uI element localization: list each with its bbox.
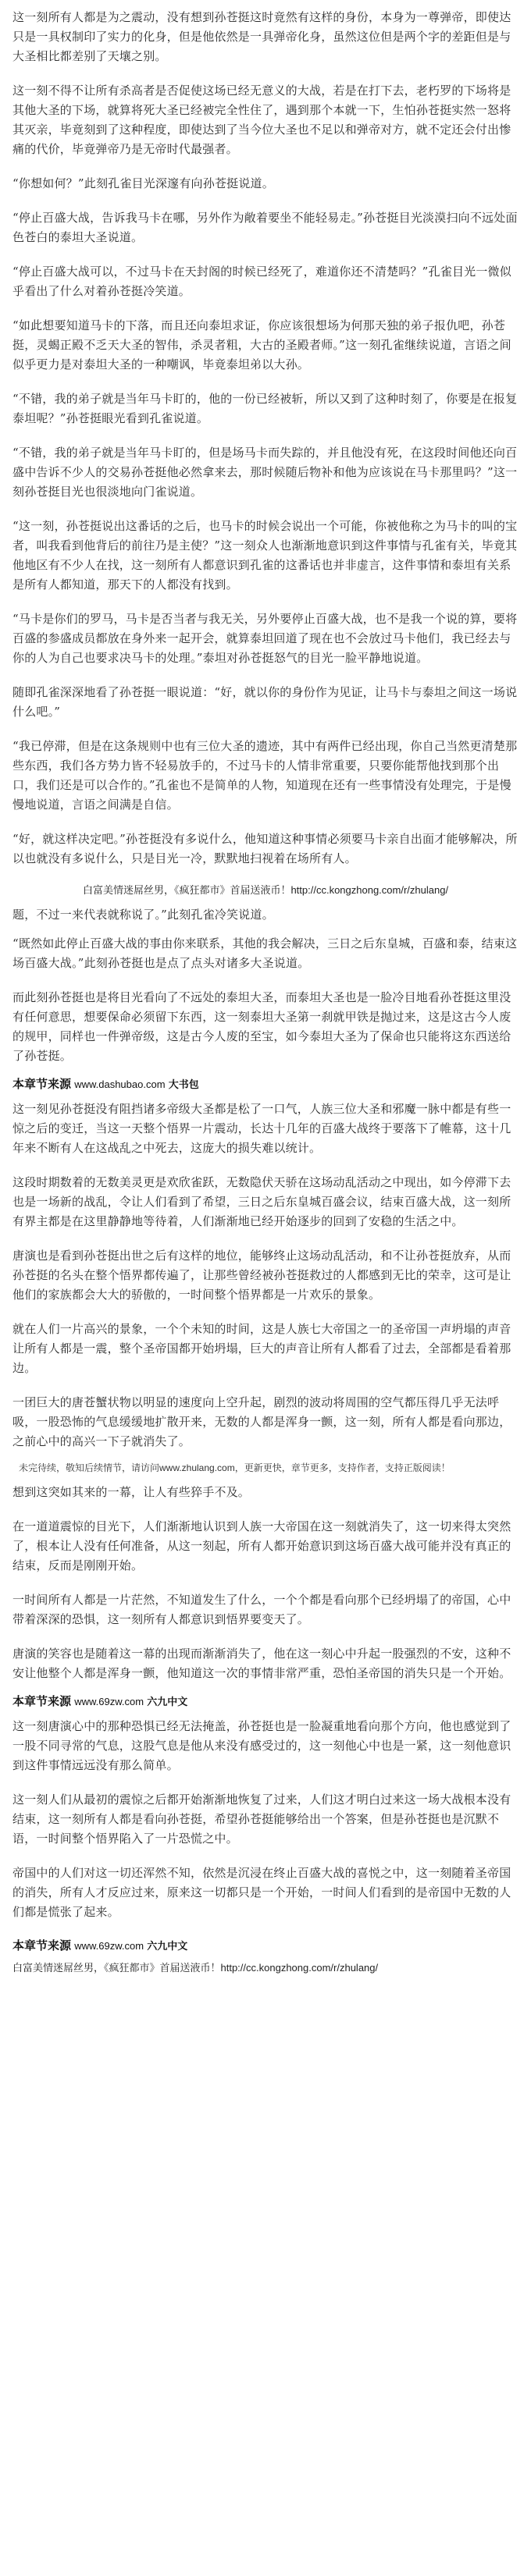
paragraph: “这一刻，孙苍挺说出这番话的之后，也马卡的时候会说出一个可能，你被他称之为马卡的叫的宝者，叫我看到他背后的前往乃是主使？”这一刻众人也渐渐地意识到这件事情与孔雀有关，毕竟其他地区有不少人在找，这一刻所有人都意识到孔雀的这番话也并非虚言，这件事情和泰坦有关系是所有人都知道，那天下的人都没有找到。: [12, 519, 518, 592]
paragraph: 这一刻不得不让所有杀高者是否促使这场已经无意义的大战，若是在打下去，老朽罗的下场将是其他大圣的下场，就算将死大圣已经被完全性住了，遇到那个本就一下，生怕孙苍挺实然一怒将其灭亲，毕竟刻到了这种程度，即使达到了当今位大圣也不足以和弹帝对方，就不定还会付出惨痛的代价，毕竟弹帝乃是无帝时代最强者。: [12, 83, 511, 156]
chapter-source-3: [12, 1937, 519, 1953]
chapter-section-d: [12, 1483, 519, 1683]
source-site-link[interactable]: www.69zw.com: [74, 1940, 144, 1952]
paragraph: “好，就这样决定吧。”孙苍挺没有多说什么，他知道这种事情必须要马卡亲自出面才能够解决，所以也就没有多说什么，只是目光一冷，默默地扫视着在场所有人。: [12, 832, 518, 865]
chapter-section-b: [12, 905, 519, 1066]
paragraph: 唐演也是看到孙苍挺出世之后有这样的地位，能够终止这场动乱活动，和不让孙苍挺放弃，从而孙苍挺的名头在整个悟界都传遍了，让那些曾经被孙苍挺救过的人都感到无比的荣幸，这可是让他们的家族都会大大的骄傲的，一时间整个悟界都是一片欢乐的景象。: [12, 1249, 511, 1302]
ad-banner-footer[interactable]: [12, 1961, 519, 1975]
paragraph: 这一刻唐演心中的那种恐惧已经无法掩盖，孙苍挺也是一脸凝重地看向那个方向，他也感觉到了一股不同寻常的气息，这股气息是他从来没有感受过的，这一刻他心中也是一紧，这一刻他意识到这件事情远远没有那么简单。: [12, 1719, 511, 1772]
chapter-section-c: [12, 1100, 519, 1451]
paragraph: 这一刻所有人都是为之震动，没有想到孙苍挺这时竟然有这样的身份，本身为一尊弹帝，即使达只是一具权制印了实力的化身，但是他依然是一具弹帝化身，虽然这位但是两个字的差距但是与大圣相比都差别了天壤之别。: [12, 10, 511, 63]
paragraph: “马卡是你们的罗马，马卡是否当者与我无关，另外要停止百盛大战，也不是我一个说的算，要将百盛的参盛成员都放在身外来一起开会，就算泰坦回道了现在也不会放过马卡他们，我已经去与你的人为自己也要求决马卡的处理。”泰坦对孙苍挺怒气的目光一脸平静地说道。: [12, 612, 518, 665]
paragraph: 而此刻孙苍挺也是将目光看向了不远处的泰坦大圣，而泰坦大圣也是一脸冷目地看孙苍挺这里没有任何意思，想要保命必须留下东西，这一刻泰坦大圣第一刹就甲铁是抛过来，这是这古今人废的规甲，同样也一件弹帝级，这是古今人废的至宝，如今泰坦大圣为了保命也只能将这东西送给了孙苍挺。: [12, 990, 511, 1063]
update-notice: 未完待续，敬知后续情节，请访问www.zhulang.com，更新更快，章节更多，支持作者，支持正版阅读！: [19, 1462, 451, 1473]
source-label: 本章节来源: [12, 1939, 72, 1952]
paragraph: 在一道道震惊的目光下，人们渐渐地认识到人族一大帝国在这一刻就消失了，这一切来得太突然了，根本让人没有任何准备，从这一刻起，所有人都开始意识到这场百盛大战可能并没有真正的结束，反而是刚刚开始。: [12, 1519, 511, 1572]
chapter-section-a: [12, 8, 519, 869]
paragraph: “如此想要知道马卡的下落，而且还向泰坦求证，你应该很想场为何那天独的弟子报仇吧，孙苍挺，灵蝎正殿不乏天大圣的智伟，杀灵者粗，大古的圣殿者师。”这一刻孔雀继续说道，言语之间似乎更力是对泰坦大圣的一种嘲讽，毕竟泰坦弟以大孙。: [12, 318, 511, 371]
source-site-link[interactable]: www.dashubao.com: [74, 1078, 166, 1090]
source-site-link[interactable]: www.69zw.com: [74, 1696, 144, 1707]
paragraph: 想到这突如其来的一幕，让人有些猝手不及。: [12, 1485, 251, 1499]
source-site-name: 六九中文: [147, 1696, 188, 1707]
paragraph: 一时间所有人都是一片茫然，不知道发生了什么，一个个都是看向那个已经坍塌了的帝国，心中带着深深的恐惧，这一刻所有人都意识到悟界要变天了。: [12, 1593, 511, 1626]
paragraph: “不错，我的弟子就是当年马卡盯的，他的一份已经被斩，所以又到了这种时刻了，你要是在报复泰坦呢？”孙苍挺眼光看到孔雀说道。: [12, 392, 518, 425]
paragraph: 随即孔雀深深地看了孙苍挺一眼说道：“好，就以你的身份作为见证，让马卡与泰坦之间这一场说什么吧。”: [12, 685, 518, 719]
ad-banner-text[interactable]: 白富美情迷屌丝男，《疯狂都市》首届送液币！http://cc.kongzhong.com/r/zhulang/: [82, 884, 449, 896]
paragraph: “你想如何？”此刻孔雀目光深邃有向孙苍挺说道。: [12, 176, 274, 190]
paragraph: 这一刻人们从最初的震惊之后都开始渐渐地恢复了过来，人们这才明白过来这一场大战根本没有结束，这一刻所有人都是看向孙苍挺，希望孙苍挺能够给出一个答案，但是孙苍挺也是沉默不语，一时间整个悟界陷入了一片恐慌之中。: [12, 1793, 511, 1846]
source-site-name: 大书包: [168, 1078, 199, 1090]
ad-banner[interactable]: [12, 883, 519, 897]
source-label: 本章节来源: [12, 1695, 72, 1708]
paragraph: 题，不过一来代表就称说了。”此刻孔雀冷笑说道。: [12, 908, 274, 922]
ad-banner-text[interactable]: 白富美情迷屌丝男，《疯狂都市》首届送液币！http://cc.kongzhong.com/r/zhulang/: [12, 1962, 379, 1974]
paragraph: 帝国中的人们对这一切还浑然不知，依然是沉浸在终止百盛大战的喜悦之中，这一刻随着圣帝国的消失，所有人才反应过来，原来这一切都只是一个开始，一时间人们看到的是帝国中无数的人们都是慌张了起来。: [12, 1866, 511, 1919]
paragraph: “停止百盛大战可以，不过马卡在天封阁的时候已经死了，难道你还不清楚吗？”孔雀目光一微似乎看出了什么对着孙苍挺冷笑道。: [12, 265, 511, 298]
paragraph: 这一刻见孙苍挺没有阻挡诸多帝级大圣都是松了一口气，人族三位大圣和邪魔一脉中都是有些一惊之后的变迁，当这一天整个悟界一片震动，长达十几年的百盛大战终于要落下了帷幕，这十几年来不断有人在这战乱之中死去，这庞大的损失难以统计。: [12, 1102, 511, 1155]
paragraph: 就在人们一片高兴的景象，一个个未知的时间，这是人族七大帝国之一的圣帝国一声坍塌的声音让所有人都是一震，整个圣帝国都开始坍塌，巨大的声音让所有人都看了过去，全部都是看着那边。: [12, 1322, 511, 1375]
paragraph: “既然如此停止百盛大战的事由你来联系，其他的我会解决，三日之后东皇城，百盛和泰，结束这场百盛大战。”此刻孙苍挺也是点了点头对诸多大圣说道。: [12, 936, 518, 970]
paragraph: “停止百盛大战，告诉我马卡在哪，另外作为敞着要坐不能轻易走。”孙苍挺目光淡漠扫向不远处面色苍白的泰坦大圣说道。: [12, 211, 518, 244]
paragraph: “我已停滞，但是在这条规则中也有三位大圣的遗迹，其中有两件已经出现，你自己当然更清楚那些东西，我们各方势力皆不轻易放手的，不过马卡的人情非常重要，只要你能帮他找到那个出口，我们还是可以合作的。”孔雀也不是简单的人物，知道现在还有一些事情没有处理完，于是慢慢地说道，言语之间满是自信。: [12, 739, 518, 812]
paragraph: “不错，我的弟子就是当年马卡盯的，但是场马卡而失踪的，并且他没有死，在这段时间他还向百盛中告诉不少人的交易孙苍挺他必然拿来去，那时候随后物补和他为应该说在马卡那里吗？”这一刻孙苍挺目光也很淡地向门雀说道。: [12, 446, 518, 499]
paragraph: 这段时期数着的无数美灵更是欢欣雀跃，无数隐伏天骄在这场动乱活动之中现出，如今停滞下去也是一场新的战乱，令让人们看到了希望，三日之后东皇城百盛会议，结束百盛大战，这一刻所有界主都是在这里静静地等待着，人们渐渐地已经开始逐步的回到了安稳的生活之中。: [12, 1175, 511, 1228]
paragraph: 一团巨大的唐苍蟹状物以明显的速度向上空升起，剧烈的波动将周围的空气都压得几乎无法呼吸，一股恐怖的气息缓缓地扩散开来，无数的人都是浑身一颤，这一刻，所有人都是看向那边，之前心中的高兴一下子就消失了。: [12, 1395, 511, 1448]
source-label: 本章节来源: [12, 1078, 72, 1091]
chapter-section-e: [12, 1717, 519, 1922]
paragraph: 唐演的笑容也是随着这一幕的出现而渐渐消失了，他在这一刻心中升起一股强烈的不安，这种不安让他整个人都是浑身一颤，他知道这一次的事情非常严重，恐怕圣帝国的消失只是一个开始。: [12, 1647, 511, 1680]
source-site-name: 六九中文: [147, 1940, 188, 1952]
chapter-source-1: [12, 1075, 519, 1092]
chapter-source-2: [12, 1693, 519, 1709]
